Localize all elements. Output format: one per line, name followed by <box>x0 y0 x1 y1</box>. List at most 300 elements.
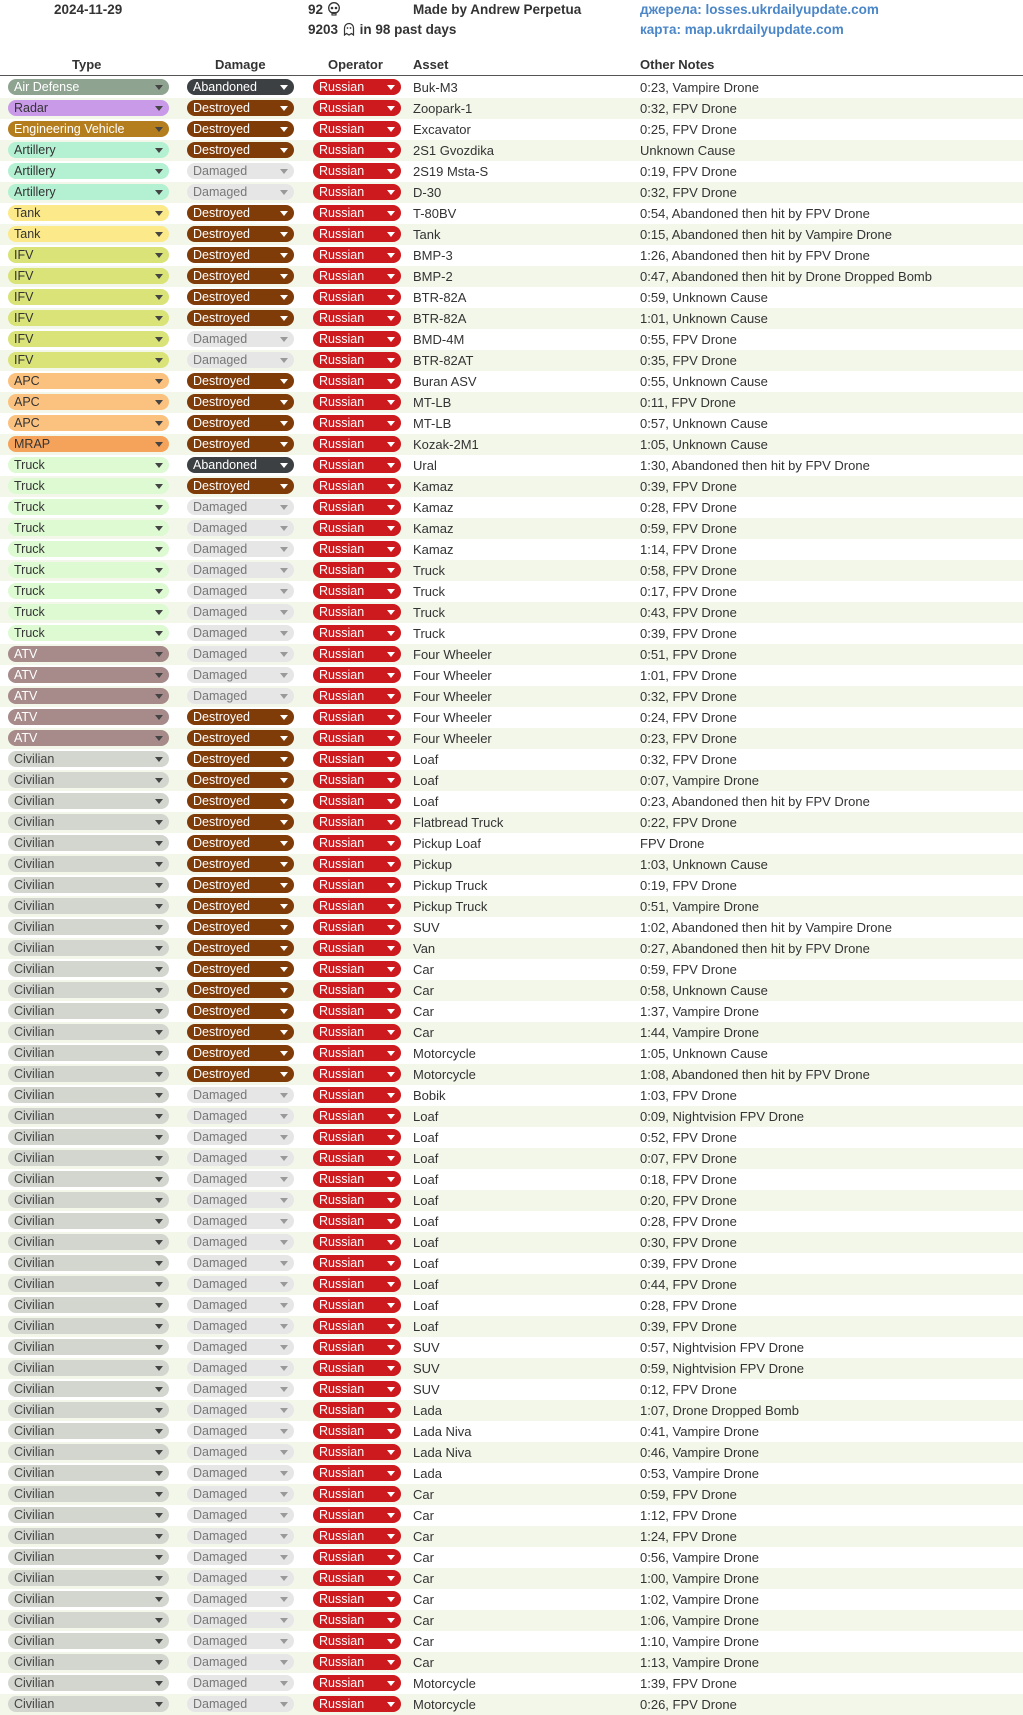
dropdown-arrow-icon <box>280 1681 288 1686</box>
operator-select[interactable] <box>313 100 401 116</box>
operator-select[interactable] <box>313 1150 401 1166</box>
operator-select[interactable] <box>313 247 401 263</box>
dropdown-arrow-icon <box>387 85 395 90</box>
type-select[interactable] <box>8 1024 169 1040</box>
damage-select[interactable] <box>187 100 294 116</box>
type-select[interactable] <box>8 184 169 200</box>
dropdown-arrow-icon <box>280 169 288 174</box>
total-count-value: 9203 <box>308 22 339 37</box>
damage-select[interactable] <box>187 1570 294 1586</box>
damage-select[interactable] <box>187 688 294 704</box>
table-row <box>0 1463 1023 1484</box>
type-select[interactable] <box>8 1339 169 1355</box>
operator-select[interactable] <box>313 1045 401 1061</box>
damage-select[interactable] <box>187 1402 294 1418</box>
damage-select[interactable] <box>187 1276 294 1292</box>
operator-select[interactable] <box>313 1087 401 1103</box>
type-select[interactable] <box>8 499 169 515</box>
damage-select[interactable] <box>187 1171 294 1187</box>
damage-select[interactable] <box>187 1087 294 1103</box>
damage-select-label: Destroyed <box>193 437 250 451</box>
type-select[interactable] <box>8 730 169 746</box>
type-select[interactable] <box>8 793 169 809</box>
damage-select[interactable] <box>187 205 294 221</box>
operator-select[interactable] <box>313 961 401 977</box>
operator-select[interactable] <box>313 1528 401 1544</box>
type-select[interactable] <box>8 205 169 221</box>
operator-select-label: Russian <box>319 1529 365 1543</box>
dropdown-arrow-icon <box>387 253 395 258</box>
operator-select[interactable] <box>313 1465 401 1481</box>
asset-cell: T-80BV <box>413 206 457 221</box>
dropdown-arrow-icon <box>387 1702 395 1707</box>
dropdown-arrow-icon <box>387 1135 395 1140</box>
operator-select[interactable] <box>313 415 401 431</box>
type-select[interactable] <box>8 1318 169 1334</box>
column-header-asset[interactable]: Asset <box>413 57 449 72</box>
damage-select[interactable] <box>187 1297 294 1313</box>
damage-select[interactable] <box>187 478 294 494</box>
operator-select[interactable] <box>313 1612 401 1628</box>
dropdown-arrow-icon <box>155 799 163 804</box>
operator-select[interactable] <box>313 268 401 284</box>
type-select[interactable] <box>8 373 169 389</box>
dropdown-arrow-icon <box>155 379 163 384</box>
operator-select[interactable] <box>313 163 401 179</box>
damage-select[interactable] <box>187 856 294 872</box>
type-select[interactable] <box>8 1213 169 1229</box>
damage-select[interactable] <box>187 436 294 452</box>
operator-select[interactable] <box>313 331 401 347</box>
operator-select[interactable] <box>313 226 401 242</box>
table-row <box>0 350 1023 371</box>
damage-select[interactable] <box>187 373 294 389</box>
damage-select[interactable] <box>187 1213 294 1229</box>
type-select[interactable] <box>8 436 169 452</box>
operator-select[interactable] <box>313 583 401 599</box>
type-select[interactable] <box>8 478 169 494</box>
losses-table <box>0 77 1023 1715</box>
operator-select[interactable] <box>313 709 401 725</box>
damage-select[interactable] <box>187 457 294 473</box>
damage-select[interactable] <box>187 520 294 536</box>
table-row <box>0 875 1023 896</box>
type-select[interactable] <box>8 121 169 137</box>
operator-select[interactable] <box>313 520 401 536</box>
operator-select[interactable] <box>313 142 401 158</box>
operator-select[interactable] <box>313 730 401 746</box>
type-select[interactable] <box>8 1192 169 1208</box>
operator-select[interactable] <box>313 1675 401 1691</box>
damage-select[interactable] <box>187 625 294 641</box>
damage-select[interactable] <box>187 142 294 158</box>
type-select[interactable] <box>8 1528 169 1544</box>
damage-select[interactable] <box>187 499 294 515</box>
operator-select[interactable] <box>313 814 401 830</box>
type-select[interactable] <box>8 667 169 683</box>
type-select[interactable] <box>8 835 169 851</box>
type-select[interactable] <box>8 352 169 368</box>
asset-cell: SUV <box>413 1361 440 1376</box>
type-select[interactable] <box>8 856 169 872</box>
damage-select-label: Damaged <box>193 605 248 619</box>
type-select[interactable] <box>8 1675 169 1691</box>
column-header-type[interactable]: Type <box>72 57 102 72</box>
dropdown-arrow-icon <box>155 841 163 846</box>
damage-select[interactable] <box>187 331 294 347</box>
damage-select[interactable] <box>187 1549 294 1565</box>
notes-cell: 0:32, FPV Drone <box>640 101 737 116</box>
damage-select[interactable] <box>187 646 294 662</box>
operator-select[interactable] <box>313 646 401 662</box>
damage-select[interactable] <box>187 1150 294 1166</box>
damage-select[interactable] <box>187 1444 294 1460</box>
column-header-notes[interactable]: Other Notes <box>640 57 715 72</box>
column-header-operator[interactable]: Operator <box>328 57 383 72</box>
type-select[interactable] <box>8 247 169 263</box>
damage-select[interactable] <box>187 310 294 326</box>
type-select[interactable] <box>8 1003 169 1019</box>
type-select-label: Civilian <box>14 1088 55 1102</box>
type-select[interactable] <box>8 226 169 242</box>
type-select[interactable] <box>8 1654 169 1670</box>
damage-select[interactable] <box>187 184 294 200</box>
sources-link[interactable]: джерела: losses.ukrdailyupdate.com <box>640 2 879 17</box>
type-select[interactable] <box>8 1360 169 1376</box>
type-select-label: Truck <box>14 605 45 619</box>
type-select-label: Civilian <box>14 1235 55 1249</box>
damage-select[interactable] <box>187 1654 294 1670</box>
notes-cell: 0:12, FPV Drone <box>640 1382 737 1397</box>
type-select[interactable] <box>8 940 169 956</box>
damage-select[interactable] <box>187 1255 294 1271</box>
type-select[interactable] <box>8 688 169 704</box>
damage-select[interactable] <box>187 1003 294 1019</box>
type-select[interactable] <box>8 1465 169 1481</box>
type-select[interactable] <box>8 1171 169 1187</box>
damage-select[interactable] <box>187 583 294 599</box>
type-select[interactable] <box>8 541 169 557</box>
operator-select[interactable] <box>313 751 401 767</box>
damage-select[interactable] <box>187 1192 294 1208</box>
operator-select[interactable] <box>313 919 401 935</box>
type-select[interactable] <box>8 1612 169 1628</box>
asset-cell: Loaf <box>413 1130 439 1145</box>
type-select[interactable] <box>8 79 169 95</box>
type-select[interactable] <box>8 1066 169 1082</box>
type-select[interactable] <box>8 1045 169 1061</box>
damage-select[interactable] <box>187 835 294 851</box>
operator-select[interactable] <box>313 1402 401 1418</box>
damage-select[interactable] <box>187 793 294 809</box>
dropdown-arrow-icon <box>155 1408 163 1413</box>
damage-select[interactable] <box>187 814 294 830</box>
operator-select[interactable] <box>313 1066 401 1082</box>
damage-select[interactable] <box>187 1486 294 1502</box>
type-select[interactable] <box>8 1087 169 1103</box>
operator-select[interactable] <box>313 982 401 998</box>
operator-select[interactable] <box>313 289 401 305</box>
type-select[interactable] <box>8 1150 169 1166</box>
notes-cell: 0:59, FPV Drone <box>640 962 737 977</box>
type-select-label: IFV <box>14 332 34 346</box>
operator-select[interactable] <box>313 1360 401 1376</box>
damage-select[interactable] <box>187 1234 294 1250</box>
operator-select[interactable] <box>313 457 401 473</box>
operator-select[interactable] <box>313 1213 401 1229</box>
operator-select[interactable] <box>313 625 401 641</box>
type-select[interactable] <box>8 1570 169 1586</box>
operator-select[interactable] <box>313 121 401 137</box>
damage-select[interactable] <box>187 415 294 431</box>
dropdown-arrow-icon <box>387 1156 395 1161</box>
damage-select-label: Damaged <box>193 1424 248 1438</box>
damage-select[interactable] <box>187 709 294 725</box>
operator-select[interactable] <box>313 1507 401 1523</box>
type-select[interactable] <box>8 1129 169 1145</box>
operator-select-label: Russian <box>319 1130 365 1144</box>
operator-select[interactable] <box>313 373 401 389</box>
operator-select[interactable] <box>313 79 401 95</box>
operator-select[interactable] <box>313 1024 401 1040</box>
type-select[interactable] <box>8 457 169 473</box>
operator-select[interactable] <box>313 856 401 872</box>
damage-select[interactable] <box>187 1528 294 1544</box>
dropdown-arrow-icon <box>280 1450 288 1455</box>
operator-select[interactable] <box>313 1318 401 1334</box>
type-select[interactable] <box>8 961 169 977</box>
type-select[interactable] <box>8 415 169 431</box>
operator-select[interactable] <box>313 1444 401 1460</box>
type-select[interactable] <box>8 1255 169 1271</box>
damage-select[interactable] <box>187 667 294 683</box>
operator-select[interactable] <box>313 310 401 326</box>
dropdown-arrow-icon <box>387 1681 395 1686</box>
type-select[interactable] <box>8 604 169 620</box>
damage-select[interactable] <box>187 268 294 284</box>
asset-cell: Loaf <box>413 1235 439 1250</box>
type-select[interactable] <box>8 520 169 536</box>
operator-select[interactable] <box>313 1108 401 1124</box>
type-select[interactable] <box>8 1423 169 1439</box>
damage-select[interactable] <box>187 982 294 998</box>
operator-select[interactable] <box>313 1297 401 1313</box>
damage-select[interactable] <box>187 1591 294 1607</box>
operator-select[interactable] <box>313 1423 401 1439</box>
type-select[interactable] <box>8 1402 169 1418</box>
operator-select[interactable] <box>313 667 401 683</box>
dropdown-arrow-icon <box>387 463 395 468</box>
column-header-damage[interactable]: Damage <box>215 57 266 72</box>
operator-select[interactable] <box>313 1633 401 1649</box>
dropdown-arrow-icon <box>387 1282 395 1287</box>
type-select[interactable] <box>8 331 169 347</box>
type-select[interactable] <box>8 1633 169 1649</box>
damage-select[interactable] <box>187 919 294 935</box>
dropdown-arrow-icon <box>280 1240 288 1245</box>
operator-select[interactable] <box>313 352 401 368</box>
type-select[interactable] <box>8 1297 169 1313</box>
damage-select-label: Destroyed <box>193 101 250 115</box>
operator-select[interactable] <box>313 1486 401 1502</box>
operator-select[interactable] <box>313 541 401 557</box>
type-select[interactable] <box>8 772 169 788</box>
damage-select[interactable] <box>187 1675 294 1691</box>
damage-select[interactable] <box>187 226 294 242</box>
damage-select[interactable] <box>187 898 294 914</box>
map-link[interactable]: карта: map.ukrdailyupdate.com <box>640 22 844 37</box>
type-select[interactable] <box>8 646 169 662</box>
dropdown-arrow-icon <box>155 610 163 615</box>
type-select[interactable] <box>8 289 169 305</box>
damage-select[interactable] <box>187 1108 294 1124</box>
operator-select[interactable] <box>313 1129 401 1145</box>
damage-select[interactable] <box>187 1612 294 1628</box>
operator-select[interactable] <box>313 793 401 809</box>
dropdown-arrow-icon <box>387 442 395 447</box>
notes-cell: 0:09, Nightvision FPV Drone <box>640 1109 805 1124</box>
operator-select[interactable] <box>313 1339 401 1355</box>
damage-select[interactable] <box>187 772 294 788</box>
operator-select[interactable] <box>313 1234 401 1250</box>
operator-select-label: Russian <box>319 668 365 682</box>
operator-select[interactable] <box>313 1570 401 1586</box>
operator-select[interactable] <box>313 1003 401 1019</box>
operator-select[interactable] <box>313 436 401 452</box>
operator-select[interactable] <box>313 1192 401 1208</box>
damage-select[interactable] <box>187 751 294 767</box>
type-select[interactable] <box>8 625 169 641</box>
type-select[interactable] <box>8 268 169 284</box>
operator-select[interactable] <box>313 1591 401 1607</box>
damage-select[interactable] <box>187 1339 294 1355</box>
dropdown-arrow-icon <box>155 673 163 678</box>
damage-select[interactable] <box>187 1507 294 1523</box>
notes-cell: 1:14, FPV Drone <box>640 542 737 557</box>
notes-cell: 0:23, FPV Drone <box>640 731 737 746</box>
damage-select[interactable] <box>187 1360 294 1376</box>
operator-select[interactable] <box>313 940 401 956</box>
operator-select[interactable] <box>313 1696 401 1712</box>
damage-select[interactable] <box>187 1633 294 1649</box>
operator-select[interactable] <box>313 205 401 221</box>
type-select[interactable] <box>8 1108 169 1124</box>
damage-select[interactable] <box>187 562 294 578</box>
table-row <box>0 1547 1023 1568</box>
damage-select[interactable] <box>187 1423 294 1439</box>
operator-select[interactable] <box>313 478 401 494</box>
damage-select-label: Damaged <box>193 1088 248 1102</box>
type-select[interactable] <box>8 898 169 914</box>
type-select[interactable] <box>8 709 169 725</box>
operator-select[interactable] <box>313 1276 401 1292</box>
operator-select[interactable] <box>313 835 401 851</box>
damage-select[interactable] <box>187 121 294 137</box>
damage-select[interactable] <box>187 394 294 410</box>
dropdown-arrow-icon <box>280 568 288 573</box>
type-select[interactable] <box>8 142 169 158</box>
type-select[interactable] <box>8 751 169 767</box>
damage-select[interactable] <box>187 1045 294 1061</box>
damage-select[interactable] <box>187 247 294 263</box>
type-select[interactable] <box>8 1234 169 1250</box>
notes-cell: 1:44, Vampire Drone <box>640 1025 759 1040</box>
damage-select[interactable] <box>187 289 294 305</box>
damage-select[interactable] <box>187 1696 294 1712</box>
damage-select[interactable] <box>187 730 294 746</box>
operator-select[interactable] <box>313 877 401 893</box>
operator-select[interactable] <box>313 604 401 620</box>
damage-select[interactable] <box>187 1381 294 1397</box>
operator-select[interactable] <box>313 1654 401 1670</box>
damage-select[interactable] <box>187 940 294 956</box>
type-select[interactable] <box>8 1381 169 1397</box>
damage-select[interactable] <box>187 1318 294 1334</box>
type-select[interactable] <box>8 310 169 326</box>
type-select[interactable] <box>8 1444 169 1460</box>
operator-select-label: Russian <box>319 983 365 997</box>
type-select-label: Truck <box>14 584 45 598</box>
operator-select[interactable] <box>313 1171 401 1187</box>
type-select[interactable] <box>8 583 169 599</box>
type-select[interactable] <box>8 814 169 830</box>
operator-select[interactable] <box>313 394 401 410</box>
damage-select[interactable] <box>187 1024 294 1040</box>
type-select[interactable] <box>8 163 169 179</box>
type-select[interactable] <box>8 1276 169 1292</box>
asset-cell: Loaf <box>413 752 439 767</box>
type-select[interactable] <box>8 1696 169 1712</box>
damage-select[interactable] <box>187 1066 294 1082</box>
operator-select[interactable] <box>313 1381 401 1397</box>
damage-select[interactable] <box>187 163 294 179</box>
damage-select[interactable] <box>187 1129 294 1145</box>
operator-select[interactable] <box>313 184 401 200</box>
operator-select[interactable] <box>313 499 401 515</box>
damage-select[interactable] <box>187 352 294 368</box>
operator-select[interactable] <box>313 688 401 704</box>
operator-select[interactable] <box>313 1255 401 1271</box>
damage-select[interactable] <box>187 877 294 893</box>
operator-select[interactable] <box>313 772 401 788</box>
operator-select-label: Russian <box>319 773 365 787</box>
dropdown-arrow-icon <box>155 169 163 174</box>
damage-select[interactable] <box>187 604 294 620</box>
type-select[interactable] <box>8 1507 169 1523</box>
operator-select[interactable] <box>313 1549 401 1565</box>
type-select[interactable] <box>8 100 169 116</box>
type-select[interactable] <box>8 1549 169 1565</box>
damage-select[interactable] <box>187 541 294 557</box>
type-select[interactable] <box>8 919 169 935</box>
type-select[interactable] <box>8 562 169 578</box>
damage-select-label: Destroyed <box>193 794 250 808</box>
damage-select[interactable] <box>187 961 294 977</box>
type-select[interactable] <box>8 982 169 998</box>
damage-select-label: Destroyed <box>193 815 250 829</box>
damage-select[interactable] <box>187 79 294 95</box>
type-select[interactable] <box>8 394 169 410</box>
operator-select[interactable] <box>313 562 401 578</box>
operator-select[interactable] <box>313 898 401 914</box>
type-select[interactable] <box>8 877 169 893</box>
damage-select[interactable] <box>187 1465 294 1481</box>
operator-select-label: Russian <box>319 248 365 262</box>
operator-select-label: Russian <box>319 941 365 955</box>
asset-cell: Car <box>413 1550 434 1565</box>
type-select[interactable] <box>8 1486 169 1502</box>
type-select[interactable] <box>8 1591 169 1607</box>
